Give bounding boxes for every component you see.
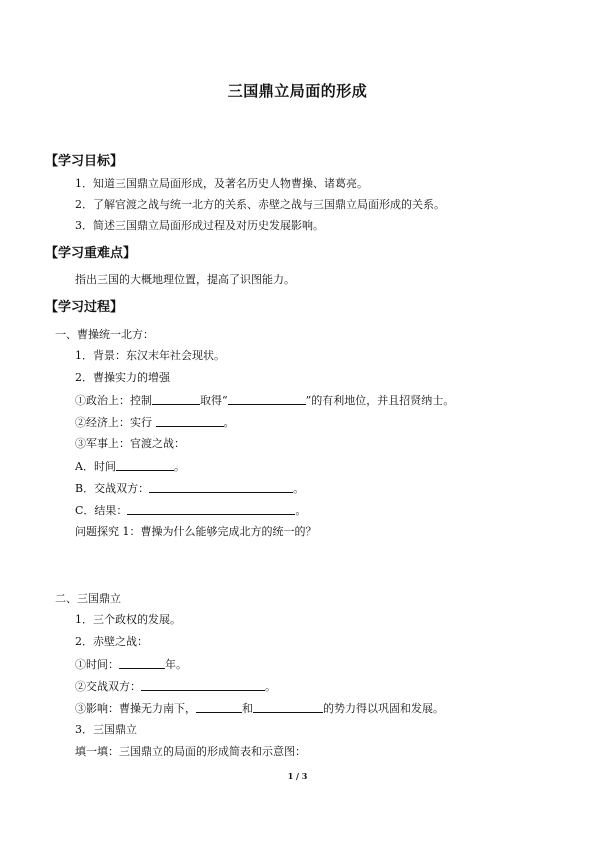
guandu-result-line bbox=[75, 503, 306, 518]
economy-line bbox=[75, 415, 235, 430]
guandu-sides-blank[interactable] bbox=[149, 481, 293, 493]
guandu-sides-end: 。 bbox=[293, 482, 305, 495]
part2-heading: 二、三国鼎立 bbox=[55, 592, 121, 605]
page-title: 三国鼎立局面的形成 bbox=[227, 82, 368, 100]
politics-line bbox=[75, 393, 454, 408]
part2-development: 1．三个政权的发展。 bbox=[75, 613, 181, 626]
guandu-time-line bbox=[75, 459, 185, 474]
goal-item: 3．简述三国鼎立局面形成过程及对历史发展影响。 bbox=[75, 219, 324, 232]
process-heading: 【学习过程】 bbox=[45, 300, 124, 315]
chibi-impact-blank-1[interactable] bbox=[196, 701, 242, 713]
chibi-impact-and: 和 bbox=[242, 702, 253, 715]
page-number: 1 / 3 bbox=[287, 771, 308, 781]
politics-blank-2[interactable] bbox=[228, 393, 306, 405]
goal-item: 1．知道三国鼎立局面形成，及著名历史人物曹操、诸葛亮。 bbox=[75, 177, 368, 190]
part1-heading: 一、曹操统一北方： bbox=[55, 328, 154, 341]
question-1: 问题探究 1：曹操为什么能够完成北方的统一的？ bbox=[75, 525, 317, 538]
part2-fill: 填一填：三国鼎立的局面的形成简表和示意图： bbox=[75, 745, 306, 758]
chibi-sides-line bbox=[75, 679, 276, 694]
guandu-result-label: C．结果： bbox=[75, 504, 128, 517]
chibi-time-line bbox=[75, 657, 187, 672]
guandu-time-end: 。 bbox=[173, 460, 185, 473]
part2-chibi: 2．赤壁之战： bbox=[75, 635, 148, 648]
chibi-sides-end: 。 bbox=[265, 680, 276, 693]
chibi-impact-blank-2[interactable] bbox=[253, 701, 323, 713]
guandu-time-label: A．时间 bbox=[75, 460, 116, 473]
politics-tail: ”的有利地位，并且招贤纳士。 bbox=[305, 394, 455, 407]
chibi-time-end: 年。 bbox=[165, 658, 187, 671]
key-text: 指出三国的大概地理位置，提高了识图能力。 bbox=[75, 273, 295, 286]
guandu-time-blank[interactable] bbox=[116, 459, 174, 471]
guandu-result-end: 。 bbox=[295, 504, 307, 517]
chibi-sides-label: ②交战双方： bbox=[75, 680, 141, 693]
guandu-sides-label: B．交战双方： bbox=[75, 482, 150, 495]
chibi-time-blank[interactable] bbox=[119, 657, 165, 669]
goal-item: 2．了解官渡之战与统一北方的关系、赤壁之战与三国鼎立局面形成的关系。 bbox=[75, 198, 445, 211]
chibi-time-label: ①时间： bbox=[75, 658, 119, 671]
economy-end: 。 bbox=[223, 416, 235, 429]
economy-label: ②经济上：实行 bbox=[75, 416, 152, 429]
chibi-sides-blank[interactable] bbox=[141, 679, 265, 691]
politics-label: ①政治上：控制 bbox=[75, 394, 152, 407]
politics-text: 取得“ bbox=[200, 394, 228, 407]
politics-blank-1[interactable] bbox=[152, 393, 200, 405]
part1-background: 1．背景：东汉末年社会现状。 bbox=[75, 349, 225, 362]
key-heading: 【学习重难点】 bbox=[45, 246, 137, 261]
chibi-impact-label: ③影响：曹操无力南下， bbox=[75, 702, 196, 715]
chibi-impact-tail: 的势力得以巩固和发展。 bbox=[323, 702, 444, 715]
chibi-impact-line bbox=[75, 701, 444, 716]
guandu-result-blank[interactable] bbox=[127, 503, 295, 515]
goals-heading: 【学习目标】 bbox=[45, 154, 124, 169]
military-line: ③军事上：官渡之战： bbox=[75, 437, 185, 450]
part2-three-kingdoms: 3．三国鼎立 bbox=[75, 723, 137, 736]
guandu-sides-line bbox=[75, 481, 304, 496]
part1-growth: 2．曹操实力的增强 bbox=[75, 371, 170, 384]
economy-blank[interactable] bbox=[156, 415, 224, 427]
